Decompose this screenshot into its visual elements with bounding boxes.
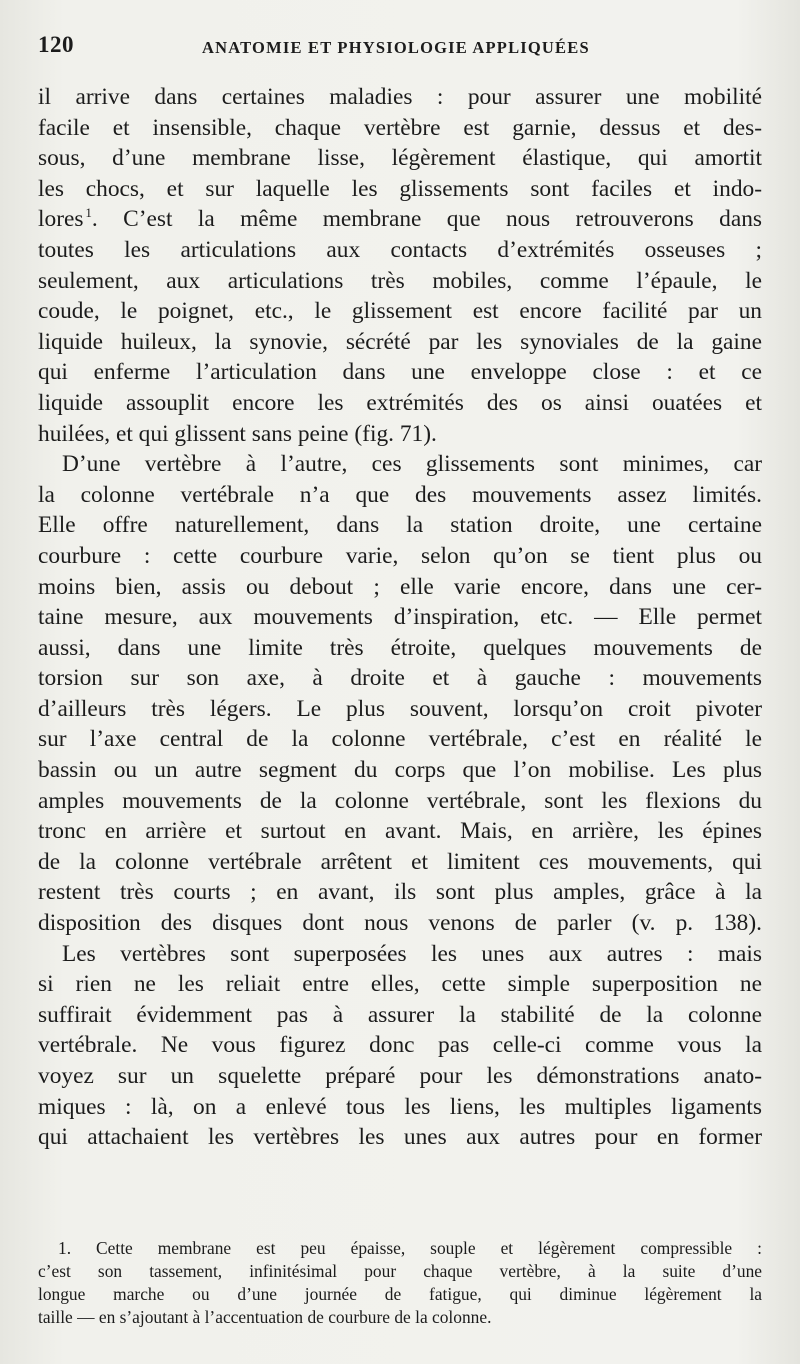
text-line: il arrive dans certaines maladies : pour assurer une mobilité (38, 84, 762, 110)
text-line: seulement, aux articulations très mobiles, comme l’épaule, le (38, 267, 762, 294)
page-number: 120 (38, 32, 74, 57)
text-line: taine mesure, aux mouvements d’inspiration, etc. — Elle permet (38, 604, 762, 631)
text-line: moins bien, assis ou debout ; elle varie encore, dans une cer- (38, 573, 762, 600)
text-line: amples mouvements de la colonne vertébrale, sont les flexions du (38, 787, 762, 814)
footnote-line: 1. Cette membrane est peu épaisse, souple et légèrement compressible : (58, 1238, 762, 1258)
text-line: vertébrale. Ne vous figurez donc pas celle-ci comme vous la (38, 1032, 762, 1059)
footnote-line: taille — en s’ajoutant à l’accentuation de courbure de la colonne. (38, 1307, 492, 1327)
text-line (38, 204, 762, 235)
text-line: liquide huileux, la synovie, sécrété par les synoviales de la gaine (38, 328, 762, 355)
text-line: voyez sur un squelette préparé pour les démonstrations anato- (38, 1063, 762, 1089)
text-line: disposition des disques dont nous venons de parler (v. p. 138). (38, 910, 762, 937)
text-line: coude, le poignet, etc., le glissement est encore facilité par un (38, 298, 762, 325)
text-line: qui enferme l’articulation dans une enveloppe close : et ce (38, 359, 762, 386)
text-line: miques : là, on a enlevé tous les liens, les multiples ligaments (38, 1093, 762, 1120)
footnotes (38, 1237, 762, 1329)
text-line: bassin ou un autre segment du corps que l’on mobilise. Les plus (38, 757, 762, 784)
text-line: sur l’axe central de la colonne vertébrale, c’est en réalité le (38, 726, 762, 753)
text-line: la colonne vertébrale n’a que des mouvements assez limités. (38, 481, 762, 508)
running-head: ANATOMIE ET PHYSIOLOGIE APPLIQUÉES (202, 38, 590, 57)
text-line: si rien ne les reliait entre elles, cette simple superposition ne (38, 971, 762, 998)
text-line: torsion sur son axe, à droite et à gauche : mouvements (38, 665, 762, 692)
footnote-line: c’est son tassement, infinitésimal pour chaque vertèbre, à la suite d’une (38, 1261, 762, 1281)
body-text (38, 82, 762, 1153)
text-line: D’une vertèbre à l’autre, ces glissements sont minimes, car (62, 451, 762, 478)
text-line: d’ailleurs très légers. Le plus souvent, lorsqu’on croit pivoter (38, 695, 762, 722)
footnote-line: longue marche ou d’une journée de fatigue, qui diminue légèrement la (38, 1284, 762, 1304)
text-line: huilées, et qui glissent sans peine (fig. 71). (38, 420, 437, 447)
footnote-reference: 1 (85, 205, 92, 221)
text-line: aussi, dans une limite très étroite, quelques mouvements de (38, 634, 762, 661)
text-line: Elle offre naturellement, dans la station droite, une certaine (38, 512, 762, 539)
text-line: qui attachaient les vertèbres les unes aux autres pour en former (38, 1124, 762, 1151)
text-fragment: . C’est la même membrane que nous retrouverons dans (91, 206, 762, 233)
text-line: suffirait évidemment pas à assurer la stabilité de la colonne (38, 1001, 762, 1028)
text-line: liquide assouplit encore les extrémités des os ainsi ouatées et (38, 389, 762, 416)
text-line: Les vertèbres sont superposées les unes aux autres : mais (62, 940, 762, 967)
text-line: de la colonne vertébrale arrêtent et limitent ces mouvements, qui (38, 848, 762, 875)
text-line: restent très courts ; en avant, ils sont plus amples, grâce à la (38, 879, 762, 906)
text-line: sous, d’une membrane lisse, légèrement élastique, qui amortit (38, 145, 762, 172)
text-line: facile et insensible, chaque vertèbre est garnie, dessus et des- (38, 114, 762, 141)
text-line: courbure : cette courbure varie, selon qu’on se tient plus ou (38, 542, 762, 569)
text-line: les chocs, et sur laquelle les glissements sont faciles et indo- (38, 175, 762, 202)
text-fragment: lores (38, 206, 84, 233)
text-line: tronc en arrière et surtout en avant. Mais, en arrière, les épines (38, 818, 762, 845)
page-header (38, 32, 762, 62)
text-line: toutes les articulations aux contacts d’extrémités osseuses ; (38, 236, 762, 263)
